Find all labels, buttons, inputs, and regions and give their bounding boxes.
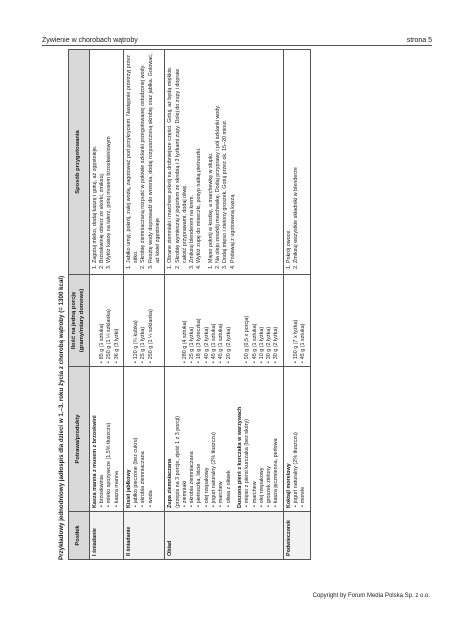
dish-name: Koktajl morelowy <box>285 463 292 508</box>
prep-step: 4. Podawaj z ugotowaną kaszą <box>230 53 237 263</box>
table-row <box>89 50 123 560</box>
prep-step: 2. Brzoskwinię obierz ze skórki, zmiksuj. <box>99 53 106 263</box>
amount-item: • 40 g (2 łyżka) <box>204 278 211 363</box>
amount-item: • 25 g (1 łyżka) <box>189 278 196 363</box>
ingredient-item: • ziemniaki <box>182 370 189 501</box>
dish-cell <box>89 367 123 512</box>
amount-item: • 36 g (3 łyżki) <box>114 278 121 363</box>
ingredient-item: • jabłko pieczone (bez cukru) <box>133 370 140 501</box>
prep-step: 3. Zmiksuj blenderem na krem. <box>189 53 196 263</box>
prep-steps <box>92 53 114 271</box>
header-divider <box>42 45 432 46</box>
amount-item: • 10 g (1 łyżka) <box>259 278 266 363</box>
prep-step: 1. Jabłko umyj, pokrój, zalej wodą, zagotować pod przykryciem. Następnie przetrzyj przez sitko. <box>126 53 141 263</box>
prep-cell <box>89 50 123 275</box>
prep-step: 1. Mięso pokrój w kostkę, a marchewkę w słupki. <box>208 53 215 263</box>
ingredient-list <box>182 370 233 508</box>
dish-cell <box>165 367 283 512</box>
table-row <box>123 50 164 560</box>
ingredient-list <box>133 370 155 508</box>
prep-step: 1. Pokrój owoce. <box>286 53 293 263</box>
prep-step: 2. Zmiksuj wszystkie składniki w blenderze <box>293 53 300 263</box>
ingredient-item: • jogurt naturalny (2% tłuszczu) <box>211 370 218 501</box>
amount-item: • 30 g (2 łyżka) <box>266 278 273 363</box>
prep-step: 4. Wyłóż zupę do miseczki, posyp natką pietruszki. <box>196 53 203 263</box>
amount-cell <box>89 275 123 367</box>
prep-cell <box>283 50 310 275</box>
col-header-dish: Potrawa/produkty <box>69 367 90 512</box>
dish-cell <box>283 367 310 512</box>
prep-step: 1. Obrane ziemniaki i marchew pokrój na drobniejsze części. Gotuj, aż będą miękkie. <box>167 53 174 263</box>
ingredient-item: • marchew <box>218 370 225 501</box>
amount-cell <box>165 275 283 367</box>
dish-cell <box>123 367 164 512</box>
amount-cell <box>123 275 164 367</box>
copyright-footer: Copyright by Forum Media Polska Sp. z o.o. <box>312 593 430 599</box>
prep-steps <box>126 53 162 271</box>
ingredient-item: • olej rzepakowy <box>259 370 266 501</box>
ingredient-item: • groszek zielony <box>266 370 273 501</box>
amount-item: • 280 g (4 sztuka) <box>182 278 189 363</box>
table-header-row <box>69 50 90 560</box>
meal-cell: Podwieczorek <box>283 512 310 560</box>
ingredient-item: • skrobia ziemniaczana <box>140 370 147 501</box>
amount-item: • 120 g (¾ kubka) <box>133 278 140 363</box>
ingredient-item: • olej rzepakowy <box>204 370 211 501</box>
amount-item: • 20 g (2 łyżka) <box>226 278 233 363</box>
ingredient-item: • skrobia ziemniaczana <box>189 370 196 501</box>
amount-item: • 50 g (0,5 x porcja) <box>244 278 251 363</box>
page-header <box>42 30 432 44</box>
amount-item: • 45 g (1 sztuka) <box>218 278 225 363</box>
amount-item: • 25 g (1 łyżka) <box>140 278 147 363</box>
dish-name: Zupa ziemniaczana <box>167 458 174 508</box>
meal-cell: I śniadanie <box>89 512 123 560</box>
prep-step: 2. Na oleju zeszklij marchewkę. Dodaj przyprawy i pół szklanki wody. <box>215 53 222 263</box>
ingredient-list <box>99 370 121 508</box>
dish-name: Kisiel jabłkowy <box>125 469 132 508</box>
amount-item: • 150 g (7 x łyżka) <box>293 278 300 363</box>
ingredient-item: • brzoskwinia <box>99 370 106 501</box>
prep-steps <box>208 53 237 271</box>
dish-name: Duszona pierś z kurczaka w warzywach <box>236 406 243 508</box>
col-header-amount: Ilość na jedną porcję (gramy/miary domowe) <box>69 275 90 367</box>
amount-cell <box>283 275 310 367</box>
table-caption: Przykładowy jednodniowy jadłospis dla dzieci w 1.–3. roku życia z chorobą wątroby (= 1300 kcal) <box>58 275 65 560</box>
col-header-prep: Sposób przygotowania <box>69 50 90 275</box>
dish-name: Kasza manna z musem z brzoskwini <box>91 415 98 508</box>
prep-cell <box>165 50 283 275</box>
ingredient-item: • marchew <box>252 370 259 501</box>
table-row <box>283 50 310 560</box>
amount-item: • 250 g (1 ¼ szklanka) <box>106 278 113 363</box>
prep-steps <box>167 53 203 271</box>
amount-item: • 85 g (1 sztuka) <box>99 278 106 363</box>
menu-table <box>68 49 311 560</box>
amount-item: • 18 g (3 łyżeczka) <box>196 278 203 363</box>
ingredient-item: • morele <box>300 370 307 501</box>
ingredient-item: • mięso z piersi kurczaka (bez skóry) <box>244 370 251 501</box>
col-header-meal: Posiłek <box>69 512 90 560</box>
ingredient-item: • pietruszka, liście <box>196 370 203 501</box>
ingredient-item: • woda <box>148 370 155 501</box>
prep-cell <box>123 50 164 275</box>
page-number: strona 5 <box>406 37 432 44</box>
amount-item: • 30 g (2 łyżka) <box>273 278 280 363</box>
document-title: Żywienie w chorobach wątroby <box>42 37 138 44</box>
ingredient-item: • jogurt naturalny (2% tłuszczu) <box>293 370 300 501</box>
prep-steps <box>286 53 301 271</box>
dish-note: (przepis na 3 porcje, zjeść 1 z 3 porcji) <box>174 416 181 508</box>
amount-item: • 45 g (1 sztuka) <box>252 278 259 363</box>
prep-step: 2. Skrobię wymieszaj z jogurtem ze skrobią i 3 łyżkami zupy. Dolej do zupy i dopraw całość przyprawami, dodaj oliwę. <box>175 53 190 263</box>
amount-item: • 45 g (1 sztuka) <box>300 278 307 363</box>
meal-cell: Obiad <box>165 512 283 560</box>
ingredient-item: • mleko spożywcze (1,5% tłuszczu) <box>106 370 113 501</box>
ingredient-item: • kasza manna <box>114 370 121 501</box>
amount-item: • 45 g (1 sztuka) <box>211 278 218 363</box>
prep-step: 3. Dodaj mięso i zielony groszek. Gotuj przez ok. 15–20 minut. <box>222 53 229 263</box>
prep-step: 2. Skrobię ziemniaczaną rozpuść w połowie szklanki przegotowanej ostudzonej wody. <box>140 53 147 263</box>
ingredient-item: • oliwa z oliwek <box>226 370 233 501</box>
ingredient-item: • kasza jęczmienna, perłowa <box>273 370 280 501</box>
prep-step: 3. Wyłóż kaszę na talerz, polej musem brzoskwiniowym <box>106 53 113 263</box>
prep-step: 1. Zagotuj mleko, dodaj kaszę i gotuj, aż zgęstnieje. <box>92 53 99 263</box>
ingredient-list <box>293 370 308 508</box>
table-row <box>165 50 283 560</box>
amount-item: • 250 g (1 ¼ szklanka) <box>148 278 155 363</box>
meal-cell: II śniadanie <box>123 512 164 560</box>
prep-step: 3. Resztę wody doprowadź do wrzenia, dodaj rozpuszczoną skrobię oraz jabłka. Gotować, aż kisiel zgęstnieje <box>148 53 163 263</box>
table-body <box>89 50 310 560</box>
rotated-menu-page <box>58 50 428 560</box>
ingredient-list <box>244 370 280 508</box>
